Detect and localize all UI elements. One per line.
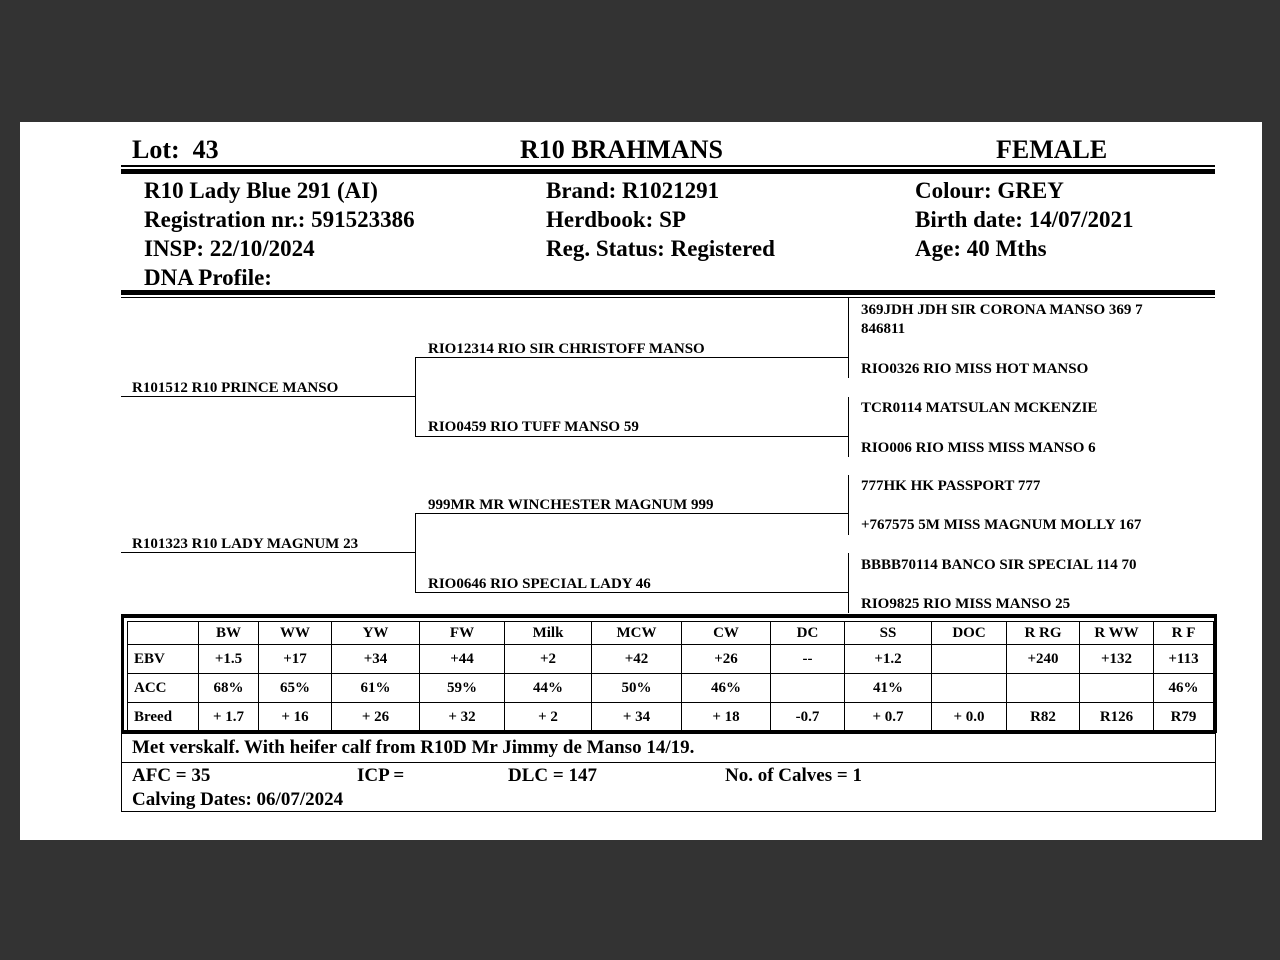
breed-row-label: Breed (128, 703, 199, 732)
ebv-header-cell: DC (771, 622, 845, 645)
ebv-cell: +42 (592, 645, 682, 674)
breed-cell: + 0.7 (845, 703, 932, 732)
acc-cell (1080, 674, 1154, 703)
pedigree-dam-sire: 999MR MR WINCHESTER MAGNUM 999 (428, 497, 714, 513)
insp-date: INSP: 22/10/2024 (144, 236, 315, 261)
acc-cell (771, 674, 845, 703)
header-rule-thick (121, 169, 1215, 174)
no-of-calves: No. of Calves = 1 (725, 765, 862, 786)
pedigree-ggp-6: +767575 5M MISS MAGNUM MOLLY 167 (861, 517, 1142, 533)
notes-comment: Met verskalf. With heifer calf from R10D Mr Jimmy de Manso 14/19. (132, 737, 695, 758)
ebv-header-cell: SS (845, 622, 932, 645)
breed-cell: + 1.7 (199, 703, 259, 732)
ebv-header-cell: CW (682, 622, 771, 645)
acc-row (128, 674, 1214, 703)
breed-cell: + 2 (505, 703, 592, 732)
ebv-header-cell: YW (332, 622, 420, 645)
birth-date: Birth date: 14/07/2021 (915, 207, 1134, 232)
ebv-header-cell: R F (1154, 622, 1214, 645)
ebv-header-cell: R RG (1007, 622, 1080, 645)
breeder-name: R10 BRAHMANS (520, 135, 723, 164)
ebv-cell: +1.5 (199, 645, 259, 674)
ebv-cell: -- (771, 645, 845, 674)
pedigree-dam: R101323 R10 LADY MAGNUM 23 (132, 536, 359, 552)
ebv-cell: +240 (1007, 645, 1080, 674)
afc: AFC = 35 (132, 765, 211, 786)
ebv-header-cell: Milk (505, 622, 592, 645)
ebv-cell: +1.2 (845, 645, 932, 674)
animal-sex: FEMALE (996, 135, 1108, 164)
pedigree-ggp-2: RIO0326 RIO MISS HOT MANSO (861, 361, 1089, 377)
pedigree-ggp-3: TCR0114 MATSULAN MCKENZIE (861, 400, 1098, 416)
animal-name: R10 Lady Blue 291 (AI) (144, 178, 378, 203)
pedigree-ggp-1-line2: 846811 (861, 321, 906, 337)
lot-number: 43 (192, 135, 219, 164)
acc-cell (932, 674, 1007, 703)
acc-cell: 46% (682, 674, 771, 703)
lot-label: Lot: 43 (132, 135, 219, 164)
notes-separator (122, 762, 1215, 763)
age: Age: 40 Mths (915, 236, 1047, 261)
pedigree-dam-dam: RIO0646 RIO SPECIAL LADY 46 (428, 576, 651, 592)
pedigree-sire-sire: RIO12314 RIO SIR CHRISTOFF MANSO (428, 341, 705, 357)
ebv-header-cell: FW (420, 622, 505, 645)
ebv-header-cell: MCW (592, 622, 682, 645)
pedigree-ggp-4: RIO006 RIO MISS MISS MANSO 6 (861, 440, 1096, 456)
registration-number: Registration nr.: 591523386 (144, 207, 415, 232)
ebv-cell: +44 (420, 645, 505, 674)
ebv-header-row (128, 622, 1214, 645)
breed-cell: R82 (1007, 703, 1080, 732)
acc-row-label: ACC (128, 674, 199, 703)
breed-cell: + 34 (592, 703, 682, 732)
acc-cell: 61% (332, 674, 420, 703)
pedigree-sire: R101512 R10 PRINCE MANSO (132, 380, 339, 396)
acc-cell: 44% (505, 674, 592, 703)
calving-dates: Calving Dates: 06/07/2024 (132, 789, 344, 810)
ebv-header-cell: WW (259, 622, 332, 645)
pedigree-ggp-7: BBBB70114 BANCO SIR SPECIAL 114 70 (861, 557, 1137, 573)
herdbook: Herdbook: SP (546, 207, 686, 232)
info-rule-thick (121, 290, 1215, 295)
notes-box (121, 733, 1216, 812)
breed-cell: R126 (1080, 703, 1154, 732)
dna-profile: DNA Profile: (144, 265, 272, 290)
ebv-row (128, 645, 1214, 674)
dlc: DLC = 147 (508, 765, 597, 786)
acc-cell: 46% (1154, 674, 1214, 703)
breed-cell: + 18 (682, 703, 771, 732)
pedigree-ggp-8: RIO9825 RIO MISS MANSO 25 (861, 596, 1071, 612)
ebv-header-cell (128, 622, 199, 645)
acc-cell: 50% (592, 674, 682, 703)
acc-cell: 59% (420, 674, 505, 703)
ebv-table (127, 621, 1214, 732)
pedigree-sire-dam: RIO0459 RIO TUFF MANSO 59 (428, 419, 639, 435)
ebv-cell (932, 645, 1007, 674)
ebv-table-frame (121, 614, 1217, 733)
ebv-cell: +26 (682, 645, 771, 674)
pedigree-ggp-5: 777HK HK PASSPORT 777 (861, 478, 1041, 494)
pedigree-ggp-1: 369JDH JDH SIR CORONA MANSO 369 7 (861, 302, 1143, 318)
colour: Colour: GREY (915, 178, 1064, 203)
ebv-cell: +2 (505, 645, 592, 674)
breed-cell: + 32 (420, 703, 505, 732)
breed-cell: + 0.0 (932, 703, 1007, 732)
breed-row (128, 703, 1214, 732)
reg-status: Reg. Status: Registered (546, 236, 775, 261)
breed-cell: -0.7 (771, 703, 845, 732)
ebv-row-label: EBV (128, 645, 199, 674)
acc-cell (1007, 674, 1080, 703)
brand: Brand: R1021291 (546, 178, 720, 203)
acc-cell: 68% (199, 674, 259, 703)
acc-cell: 65% (259, 674, 332, 703)
breed-cell: + 26 (332, 703, 420, 732)
breed-cell: + 16 (259, 703, 332, 732)
ebv-cell: +34 (332, 645, 420, 674)
info-rule-thin (121, 297, 1215, 298)
acc-cell: 41% (845, 674, 932, 703)
ebv-cell: +113 (1154, 645, 1214, 674)
ebv-header-cell: BW (199, 622, 259, 645)
ebv-header-cell: R WW (1080, 622, 1154, 645)
icp: ICP = (357, 765, 405, 786)
ebv-cell: +17 (259, 645, 332, 674)
header-rule-thin (121, 165, 1215, 167)
ebv-cell: +132 (1080, 645, 1154, 674)
breed-cell: R79 (1154, 703, 1214, 732)
ebv-header-cell: DOC (932, 622, 1007, 645)
